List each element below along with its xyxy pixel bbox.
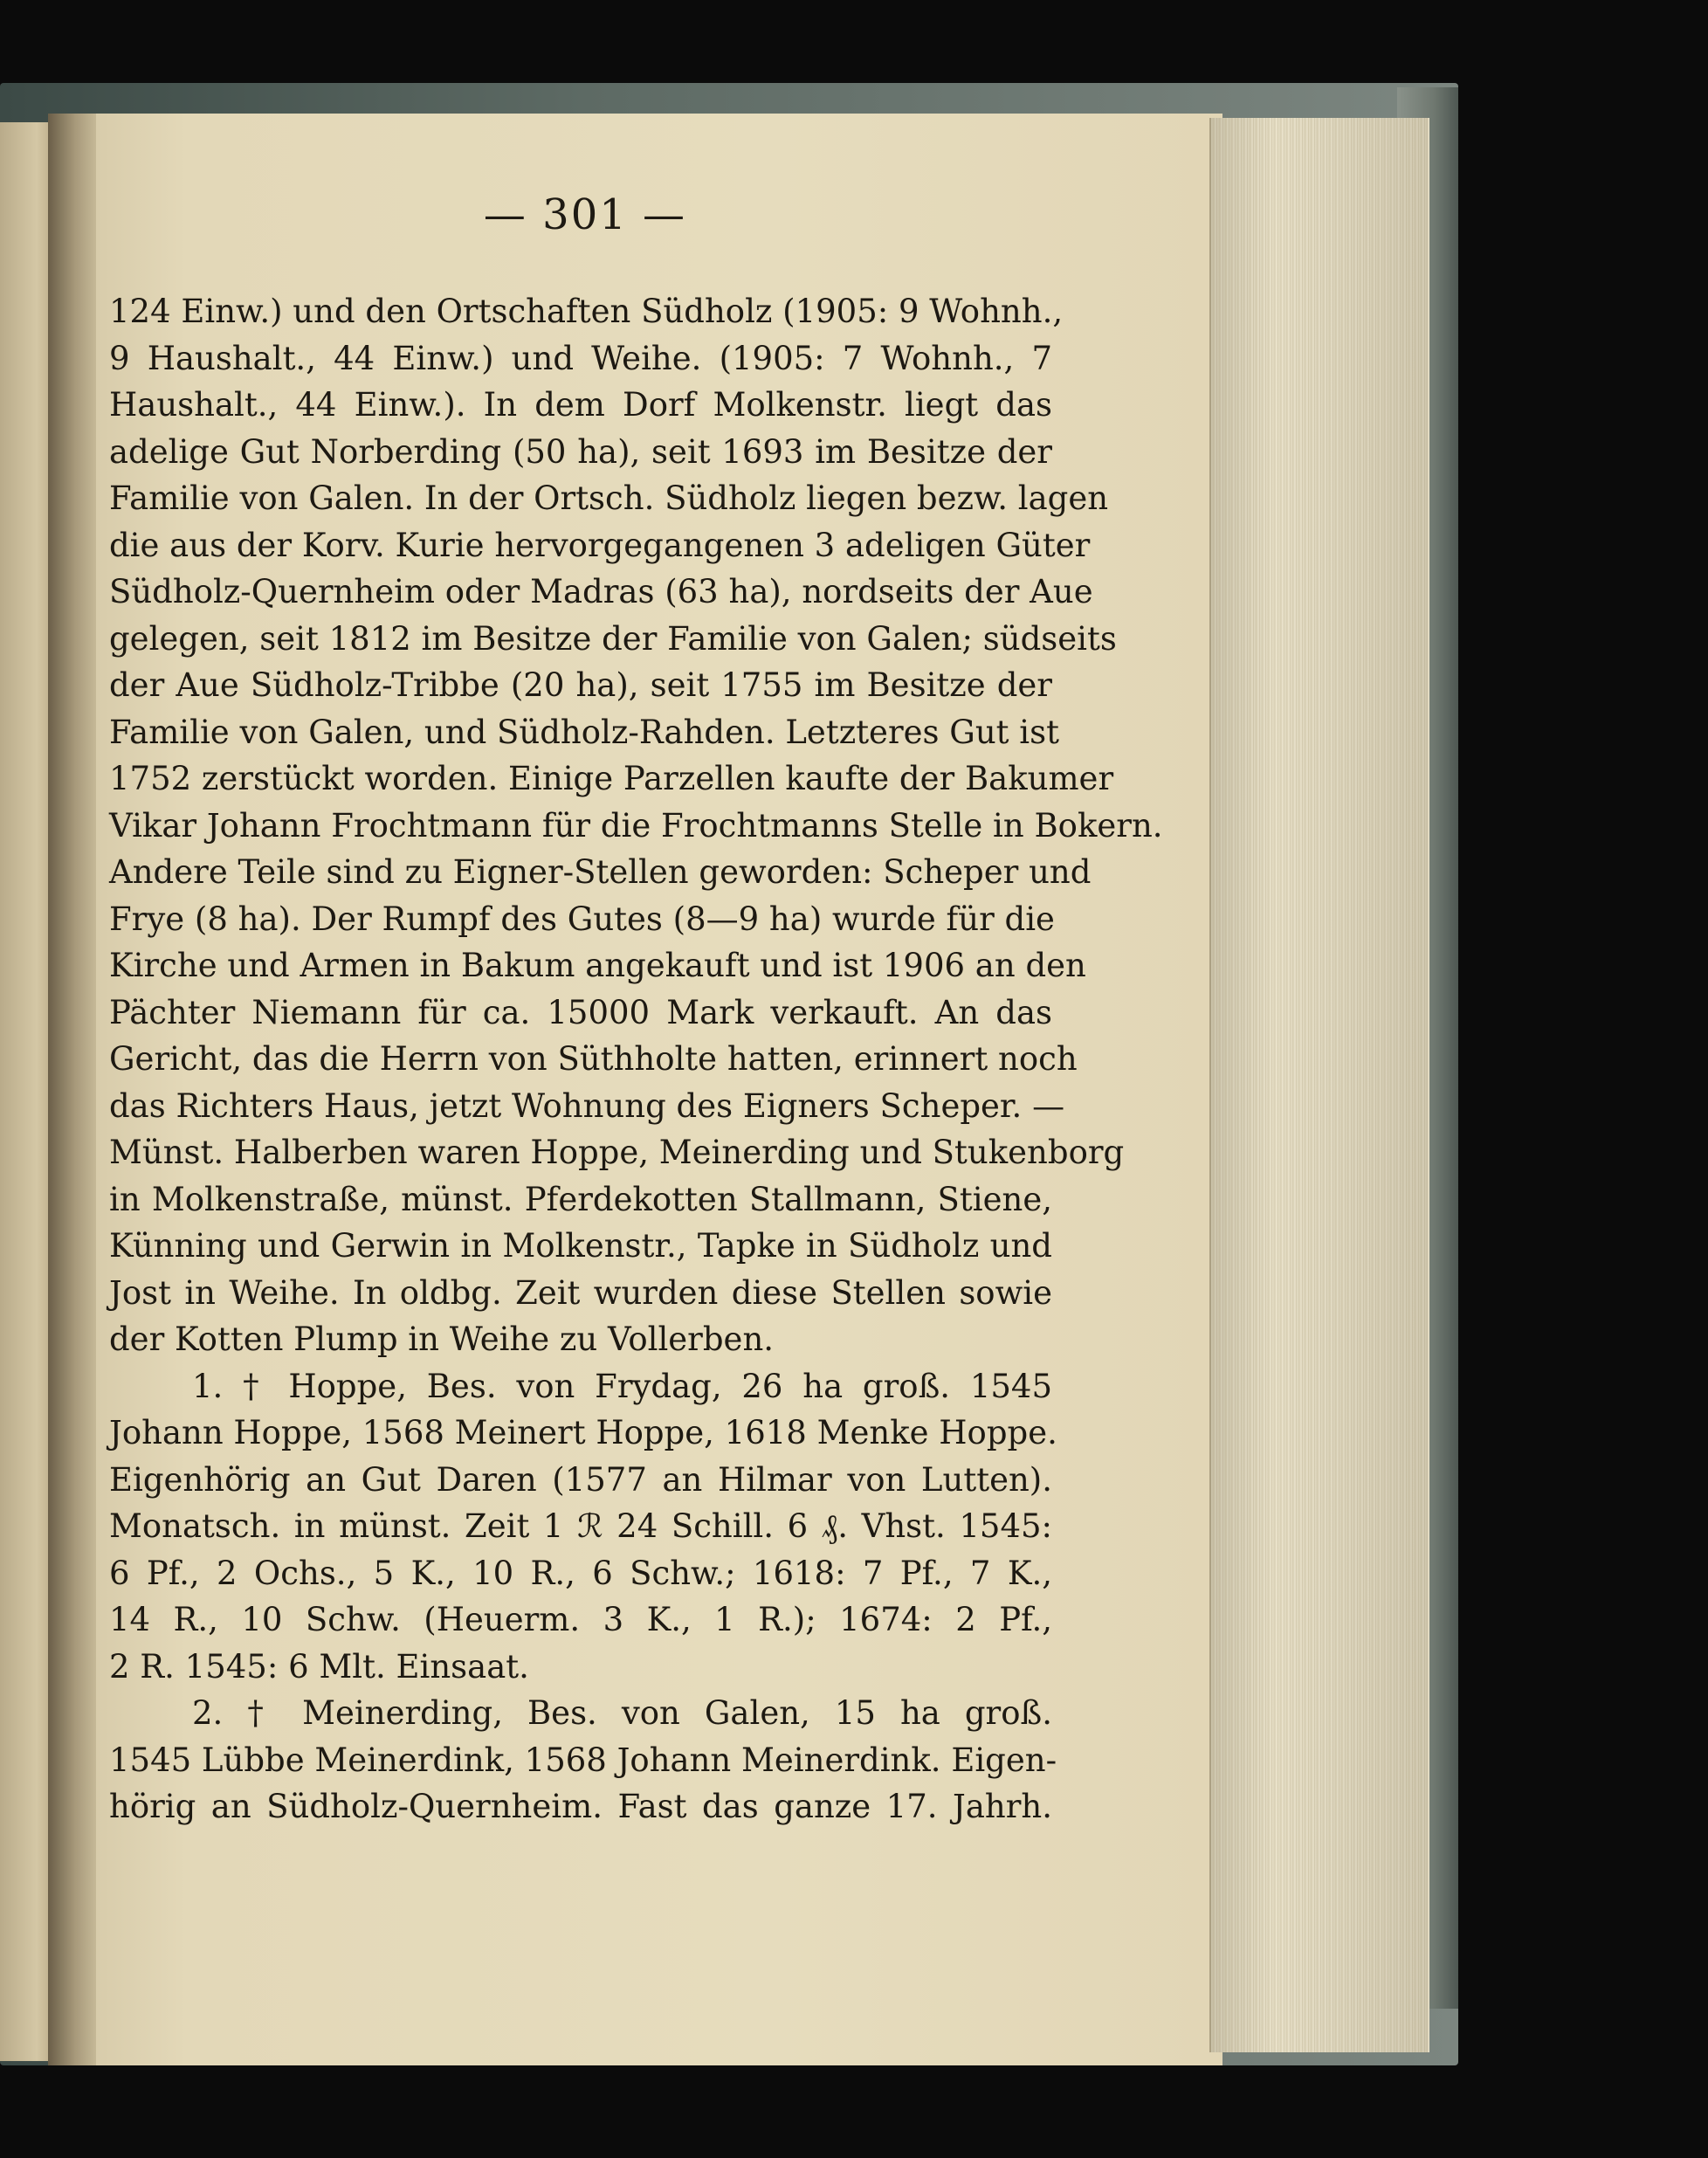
- text-line: Münst. Halberben waren Hoppe, Meinerding und Stukenborg: [109, 1134, 1125, 1171]
- entry-hoppe-line: 1. † Hoppe, Bes. von Frydag, 26 ha groß. 1545: [192, 1367, 1052, 1405]
- entry-hoppe-line: 2 R. 1545: 6 Mlt. Einsaat.: [109, 1647, 529, 1686]
- entry-hoppe-line: Monatsch. in münst. Zeit 1 ℛ 24 Schill. 6 ₰. Vhst. 1545:: [109, 1507, 1052, 1545]
- text-line: gelegen, seit 1812 im Besitze der Familie von Galen; südseits: [109, 619, 1117, 658]
- text-line: Jost in Weihe. In oldbg. Zeit wurden diese Stellen sowie: [109, 1273, 1052, 1312]
- text-line: Haushalt., 44 Einw.). In dem Dorf Molkenstr. liegt das: [109, 386, 1052, 424]
- text-line: 124 Einw.) und den Ortschaften Südholz (1905: 9 Wohnh.,: [109, 293, 1064, 330]
- page-edges-shade: [1209, 118, 1428, 2052]
- text-line: Südholz-Quernheim oder Madras (63 ha), nordseits der Aue: [109, 573, 1093, 610]
- entry-hoppe-line: 14 R., 10 Schw. (Heuerm. 3 K., 1 R.); 1674: 2 Pf.,: [109, 1601, 1052, 1638]
- entry-hoppe-line: Johann Hoppe, 1568 Meinert Hoppe, 1618 Menke Hoppe.: [109, 1414, 1057, 1451]
- entry-hoppe-line: Eigenhörig an Gut Daren (1577 an Hilmar von Lutten).: [109, 1460, 1052, 1499]
- text-line: Vikar Johann Frochtmann für die Frochtmanns Stelle in Bokern.: [109, 806, 1163, 845]
- text-line: Familie von Galen, und Südholz-Rahden. Letzteres Gut ist: [109, 713, 1059, 751]
- text-line: adelige Gut Norberding (50 ha), seit 1693 im Besitze der: [109, 432, 1052, 471]
- text-line: Kirche und Armen in Bakum angekauft und ist 1906 an den: [109, 947, 1086, 984]
- text-line: die aus der Korv. Kurie hervorgegangenen 3 adeligen Güter: [109, 526, 1091, 564]
- text-line: der Aue Südholz-Tribbe (20 ha), seit 1755 im Besitze der: [109, 666, 1052, 704]
- page-number: — 301 —: [483, 190, 687, 239]
- previous-page-sliver: [0, 122, 52, 2061]
- text-line: Familie von Galen. In der Ortsch. Südholz liegen bezw. lagen: [109, 479, 1109, 517]
- text-line: das Richters Haus, jetzt Wohnung des Eigners Scheper. —: [109, 1086, 1065, 1125]
- text-line: Gericht, das die Herrn von Süthholte hatten, erinnert noch: [109, 1040, 1078, 1078]
- text-line: der Kotten Plump in Weihe zu Vollerben.: [109, 1320, 775, 1358]
- entry-meinerding-line: 1545 Lübbe Meinerdink, 1568 Johann Meinerdink. Eigen-: [109, 1741, 1057, 1779]
- page-body-text: [109, 288, 1163, 1831]
- text-line: Andere Teile sind zu Eigner-Stellen geworden: Scheper und: [109, 853, 1092, 891]
- entry-meinerding-line: hörig an Südholz-Quernheim. Fast das ganze 17. Jahrh.: [109, 1788, 1052, 1825]
- text-line: Pächter Niemann für ca. 15000 Mark verkauft. An das: [109, 993, 1052, 1031]
- text-line: 1752 zerstückt worden. Einige Parzellen kaufte der Bakumer: [109, 760, 1114, 797]
- text-line: Künning und Gerwin in Molkenstr., Tapke in Südholz und: [109, 1227, 1052, 1265]
- entry-meinerding-line: 2. † Meinerding, Bes. von Galen, 15 ha groß.: [192, 1694, 1052, 1732]
- entry-hoppe-line: 6 Pf., 2 Ochs., 5 K., 10 R., 6 Schw.; 1618: 7 Pf., 7 K.,: [109, 1554, 1052, 1592]
- text-line: Frye (8 ha). Der Rumpf des Gutes (8—9 ha) wurde für die: [109, 900, 1055, 938]
- text-line: 9 Haushalt., 44 Einw.) und Weihe. (1905: 7 Wohnh., 7: [109, 339, 1052, 377]
- text-line: in Molkenstraße, münst. Pferdekotten Stallmann, Stiene,: [109, 1180, 1052, 1218]
